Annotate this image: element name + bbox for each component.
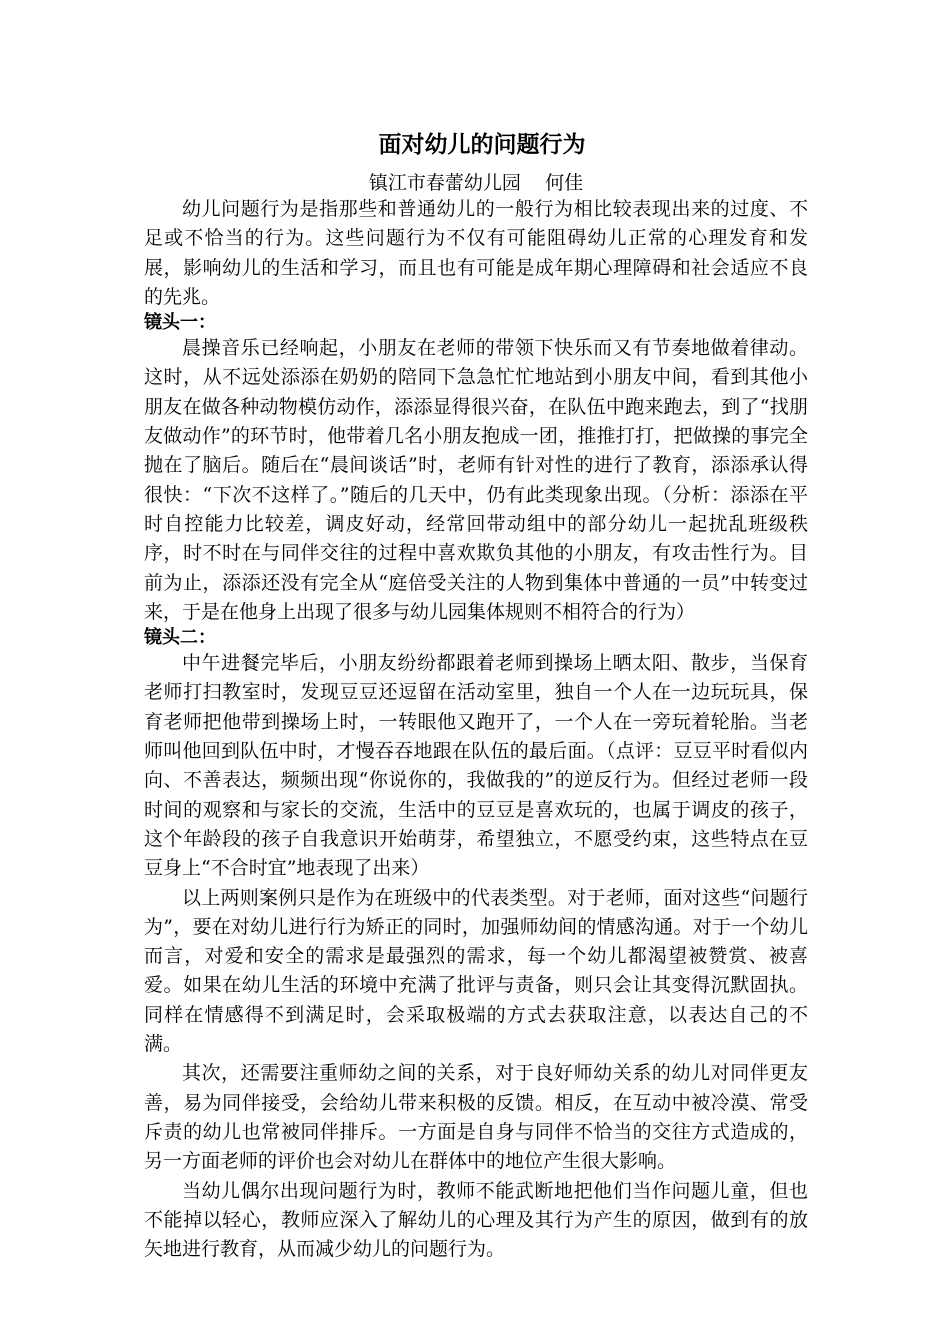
- section-2-comment-note: （点评：豆豆平时看似内向、不善表达，频频出现“你说你的，我做我的”的逆反行为。但经过老师一段时间的观察和与家长的交流，生活中的豆豆是喜欢玩的，也属于调皮的孩子，这个年龄段的孩子自我意识开始萌芽，希望独立，不愿受约束，这些特点在豆豆身上“不合时宜”地表现了出来）: [144, 740, 808, 880]
- section-2-body: 中午进餐完毕后，小朋友纷纷都跟着老师到操场上晒太阳、散步，当保育老师打扫教室时，发现豆豆还逗留在活动室里，独自一个人在一边玩玩具，保育老师把他带到操场上时，一转眼他又跑开了，一个人在一旁玩着轮胎。当老师叫他回到队伍中时，才慢吞吞地跟在队伍的最后面。: [144, 652, 808, 763]
- section-heading-2: 镜头二：: [144, 627, 216, 649]
- document-page: [144, 128, 808, 1264]
- body-paragraph: 当幼儿偶尔出现问题行为时，教师不能武断地把他们当作问题儿童，但也不能掉以轻心，教师应深入了解幼儿的心理及其行为产生的原因，做到有的放矢地进行教育，从而减少幼儿的问题行为。: [144, 1179, 808, 1261]
- section-1-analysis-note: （分析：添添在平时自控能力比较差，调皮好动，经常回带动组中的部分幼儿一起扰乱班级秩序，时不时在与同伴交往的过程中喜欢欺负其他的小朋友，有攻击性行为。目前为止，添添还没有完全从“庭倍受关注的人物到集体中普通的一员”中转变过来，于是在他身上出现了很多与幼儿园集体规则不相符合的行为）: [144, 483, 808, 623]
- section-heading-1: 镜头一：: [144, 312, 216, 334]
- section-2-paragraph: [144, 649, 808, 883]
- author-line: 镇江市春蕾幼儿园 何佳: [368, 172, 584, 194]
- body-paragraph: 以上两则案例只是作为在班级中的代表类型。对于老师，面对这些“问题行为”，要在对幼儿进行行为矫正的同时，加强师幼间的情感沟通。对于一个幼儿而言，对爱和安全的需求是最强烈的需求，每一个幼儿都渴望被赞赏、被喜爱。如果在幼儿生活的环境中充满了批评与责备，则只会让其变得沉默固执。同样在情感得不到满足时，会采取极端的方式去获取注意，以表达自己的不满。: [144, 886, 808, 1056]
- document-title: 面对幼儿的问题行为: [378, 132, 586, 158]
- intro-paragraph: 幼儿问题行为是指那些和普通幼儿的一般行为相比较表现出来的过度、不足或不恰当的行为。这些问题行为不仅有可能阻碍幼儿正常的心理发育和发展，影响幼儿的生活和学习，而且也有可能是成年期心理障碍和社会适应不良的先兆。: [144, 198, 808, 308]
- section-1-body: 晨操音乐已经响起，小朋友在老师的带领下快乐而又有节奏地做着律动。这时，从不远处添添在奶奶的陪同下急急忙忙地站到小朋友中间，看到其他小朋友在做各种动物模仿动作，添添显得很兴奋，在队伍中跑来跑去，到了“找朋友做动作”的环节时，他带着几名小朋友抱成一团，推推打打，把做操的事完全抛在了脑后。随后在“晨间谈话”时，老师有针对性的进行了教育，添添承认得很快：“下次不这样了。”随后的几天中，仍有此类现象出现。: [144, 337, 808, 506]
- body-paragraph: 其次，还需要注重师幼之间的关系，对于良好师幼关系的幼儿对同伴更友善，易为同伴接受，会给幼儿带来积极的反馈。相反，在互动中被冷漠、常受斥责的幼儿也常被同伴排斥。一方面是自身与同伴不恰当的交往方式造成的，另一方面老师的评价也会对幼儿在群体中的地位产生很大影响。: [144, 1062, 808, 1173]
- section-1-paragraph: [144, 334, 808, 627]
